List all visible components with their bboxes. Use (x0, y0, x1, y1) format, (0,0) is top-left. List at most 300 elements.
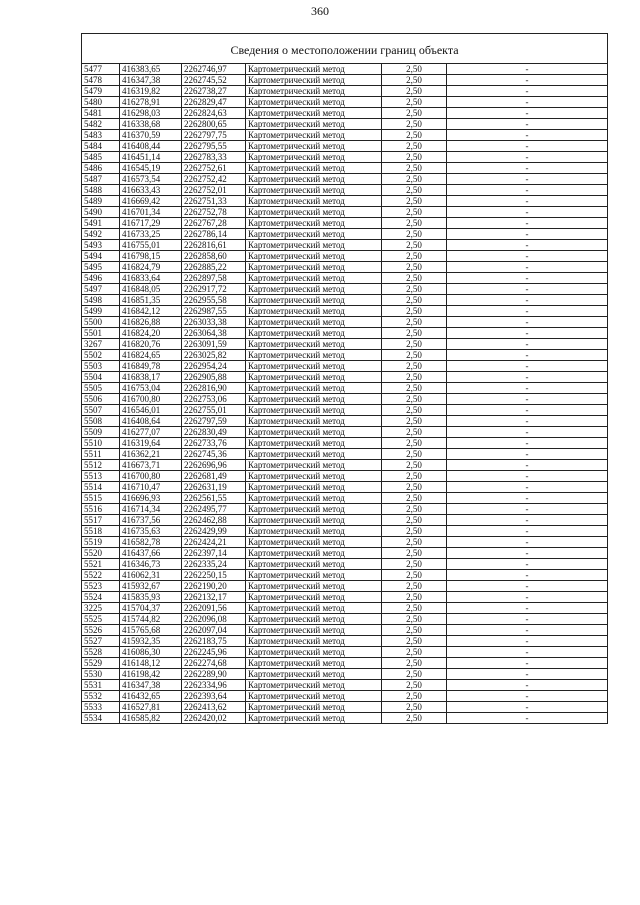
x-coordinate-cell: 416198,42 (120, 669, 182, 680)
description-cell: - (447, 504, 608, 515)
x-coordinate-cell: 416737,56 (120, 515, 182, 526)
x-coordinate-cell: 416733,25 (120, 229, 182, 240)
description-cell: - (447, 350, 608, 361)
point-number-cell: 5511 (82, 449, 120, 460)
table-row (82, 460, 608, 471)
accuracy-cell: 2,50 (382, 75, 447, 86)
accuracy-cell: 2,50 (382, 702, 447, 713)
y-coordinate-cell: 2262816,90 (182, 383, 246, 394)
method-cell: Картометрический метод (246, 119, 382, 130)
description-cell: - (447, 416, 608, 427)
table-row (82, 592, 608, 603)
accuracy-cell: 2,50 (382, 64, 447, 75)
y-coordinate-cell: 2262824,63 (182, 108, 246, 119)
accuracy-cell: 2,50 (382, 515, 447, 526)
accuracy-cell: 2,50 (382, 394, 447, 405)
boundary-coordinates-table (81, 33, 608, 724)
y-coordinate-cell: 2262767,28 (182, 218, 246, 229)
table-row (82, 75, 608, 86)
point-number-cell: 5507 (82, 405, 120, 416)
accuracy-cell: 2,50 (382, 174, 447, 185)
y-coordinate-cell: 2262335,24 (182, 559, 246, 570)
method-cell: Картометрический метод (246, 317, 382, 328)
y-coordinate-cell: 2262816,61 (182, 240, 246, 251)
method-cell: Картометрический метод (246, 570, 382, 581)
method-cell: Картометрический метод (246, 471, 382, 482)
method-cell: Картометрический метод (246, 581, 382, 592)
y-coordinate-cell: 2262752,61 (182, 163, 246, 174)
accuracy-cell: 2,50 (382, 284, 447, 295)
method-cell: Картометрический метод (246, 691, 382, 702)
point-number-cell: 5488 (82, 185, 120, 196)
description-cell: - (447, 372, 608, 383)
accuracy-cell: 2,50 (382, 570, 447, 581)
x-coordinate-cell: 416338,68 (120, 119, 182, 130)
method-cell: Картометрический метод (246, 361, 382, 372)
point-number-cell: 5491 (82, 218, 120, 229)
x-coordinate-cell: 416347,38 (120, 680, 182, 691)
table-row (82, 515, 608, 526)
x-coordinate-cell: 416277,07 (120, 427, 182, 438)
table-body (82, 34, 608, 724)
x-coordinate-cell: 416148,12 (120, 658, 182, 669)
description-cell: - (447, 438, 608, 449)
point-number-cell: 5518 (82, 526, 120, 537)
description-cell: - (447, 361, 608, 372)
method-cell: Картометрический метод (246, 416, 382, 427)
description-cell: - (447, 669, 608, 680)
point-number-cell: 5499 (82, 306, 120, 317)
y-coordinate-cell: 2262830,49 (182, 427, 246, 438)
description-cell: - (447, 559, 608, 570)
method-cell: Картометрический метод (246, 394, 382, 405)
accuracy-cell: 2,50 (382, 130, 447, 141)
method-cell: Картометрический метод (246, 207, 382, 218)
table-row (82, 273, 608, 284)
method-cell: Картометрический метод (246, 372, 382, 383)
accuracy-cell: 2,50 (382, 97, 447, 108)
method-cell: Картометрический метод (246, 251, 382, 262)
method-cell: Картометрический метод (246, 460, 382, 471)
y-coordinate-cell: 2262424,21 (182, 537, 246, 548)
method-cell: Картометрический метод (246, 141, 382, 152)
y-coordinate-cell: 2262885,22 (182, 262, 246, 273)
x-coordinate-cell: 416545,19 (120, 163, 182, 174)
table-row (82, 691, 608, 702)
table-row (82, 394, 608, 405)
y-coordinate-cell: 2262462,88 (182, 515, 246, 526)
point-number-cell: 5478 (82, 75, 120, 86)
method-cell: Картометрический метод (246, 603, 382, 614)
table-row (82, 471, 608, 482)
method-cell: Картометрический метод (246, 636, 382, 647)
description-cell: - (447, 482, 608, 493)
description-cell: - (447, 273, 608, 284)
description-cell: - (447, 130, 608, 141)
point-number-cell: 5508 (82, 416, 120, 427)
y-coordinate-cell: 2262733,76 (182, 438, 246, 449)
description-cell: - (447, 262, 608, 273)
x-coordinate-cell: 416362,21 (120, 449, 182, 460)
x-coordinate-cell: 416842,12 (120, 306, 182, 317)
method-cell: Картометрический метод (246, 515, 382, 526)
description-cell: - (447, 680, 608, 691)
table-title-row (82, 34, 608, 64)
point-number-cell: 3267 (82, 339, 120, 350)
description-cell: - (447, 383, 608, 394)
point-number-cell: 5514 (82, 482, 120, 493)
method-cell: Картометрический метод (246, 625, 382, 636)
accuracy-cell: 2,50 (382, 537, 447, 548)
point-number-cell: 5510 (82, 438, 120, 449)
point-number-cell: 5497 (82, 284, 120, 295)
x-coordinate-cell: 416848,05 (120, 284, 182, 295)
point-number-cell: 5506 (82, 394, 120, 405)
y-coordinate-cell: 2262289,90 (182, 669, 246, 680)
point-number-cell: 5501 (82, 328, 120, 339)
description-cell: - (447, 592, 608, 603)
x-coordinate-cell: 416633,43 (120, 185, 182, 196)
method-cell: Картометрический метод (246, 163, 382, 174)
y-coordinate-cell: 2262334,96 (182, 680, 246, 691)
description-cell: - (447, 207, 608, 218)
x-coordinate-cell: 416696,93 (120, 493, 182, 504)
accuracy-cell: 2,50 (382, 416, 447, 427)
accuracy-cell: 2,50 (382, 152, 447, 163)
x-coordinate-cell: 415744,82 (120, 614, 182, 625)
method-cell: Картометрический метод (246, 262, 382, 273)
description-cell: - (447, 581, 608, 592)
point-number-cell: 5496 (82, 273, 120, 284)
method-cell: Картометрический метод (246, 339, 382, 350)
x-coordinate-cell: 416573,54 (120, 174, 182, 185)
method-cell: Картометрический метод (246, 427, 382, 438)
y-coordinate-cell: 2262429,99 (182, 526, 246, 537)
description-cell: - (447, 339, 608, 350)
method-cell: Картометрический метод (246, 196, 382, 207)
x-coordinate-cell: 416833,64 (120, 273, 182, 284)
table-row (82, 152, 608, 163)
table-row (82, 482, 608, 493)
table-row (82, 240, 608, 251)
y-coordinate-cell: 2262495,77 (182, 504, 246, 515)
y-coordinate-cell: 2262681,49 (182, 471, 246, 482)
point-number-cell: 5526 (82, 625, 120, 636)
y-coordinate-cell: 2262274,68 (182, 658, 246, 669)
x-coordinate-cell: 416278,91 (120, 97, 182, 108)
description-cell: - (447, 658, 608, 669)
accuracy-cell: 2,50 (382, 119, 447, 130)
accuracy-cell: 2,50 (382, 163, 447, 174)
x-coordinate-cell: 416717,29 (120, 218, 182, 229)
y-coordinate-cell: 2262183,75 (182, 636, 246, 647)
table-row (82, 438, 608, 449)
accuracy-cell: 2,50 (382, 108, 447, 119)
method-cell: Картометрический метод (246, 240, 382, 251)
x-coordinate-cell: 416714,34 (120, 504, 182, 515)
accuracy-cell: 2,50 (382, 449, 447, 460)
x-coordinate-cell: 416383,65 (120, 64, 182, 75)
description-cell: - (447, 75, 608, 86)
table-row (82, 625, 608, 636)
description-cell: - (447, 537, 608, 548)
x-coordinate-cell: 416437,66 (120, 548, 182, 559)
point-number-cell: 5486 (82, 163, 120, 174)
accuracy-cell: 2,50 (382, 251, 447, 262)
accuracy-cell: 2,50 (382, 625, 447, 636)
table-row (82, 383, 608, 394)
accuracy-cell: 2,50 (382, 504, 447, 515)
point-number-cell: 5521 (82, 559, 120, 570)
table-row (82, 647, 608, 658)
accuracy-cell: 2,50 (382, 405, 447, 416)
table-row (82, 449, 608, 460)
y-coordinate-cell: 2262397,14 (182, 548, 246, 559)
y-coordinate-cell: 2262413,62 (182, 702, 246, 713)
x-coordinate-cell: 415704,37 (120, 603, 182, 614)
method-cell: Картометрический метод (246, 702, 382, 713)
description-cell: - (447, 702, 608, 713)
accuracy-cell: 2,50 (382, 592, 447, 603)
x-coordinate-cell: 416700,80 (120, 394, 182, 405)
y-coordinate-cell: 2262786,14 (182, 229, 246, 240)
x-coordinate-cell: 416824,65 (120, 350, 182, 361)
method-cell: Картометрический метод (246, 713, 382, 724)
y-coordinate-cell: 2262738,27 (182, 86, 246, 97)
x-coordinate-cell: 416319,64 (120, 438, 182, 449)
table-row (82, 207, 608, 218)
description-cell: - (447, 174, 608, 185)
y-coordinate-cell: 2262752,01 (182, 185, 246, 196)
table-row (82, 185, 608, 196)
description-cell: - (447, 471, 608, 482)
point-number-cell: 5523 (82, 581, 120, 592)
description-cell: - (447, 636, 608, 647)
table-row (82, 416, 608, 427)
method-cell: Картометрический метод (246, 592, 382, 603)
description-cell: - (447, 218, 608, 229)
y-coordinate-cell: 2262746,97 (182, 64, 246, 75)
point-number-cell: 5513 (82, 471, 120, 482)
y-coordinate-cell: 2262783,33 (182, 152, 246, 163)
method-cell: Картометрический метод (246, 482, 382, 493)
description-cell: - (447, 251, 608, 262)
point-number-cell: 5525 (82, 614, 120, 625)
point-number-cell: 5480 (82, 97, 120, 108)
method-cell: Картометрический метод (246, 548, 382, 559)
method-cell: Картометрический метод (246, 658, 382, 669)
accuracy-cell: 2,50 (382, 603, 447, 614)
y-coordinate-cell: 2262797,75 (182, 130, 246, 141)
x-coordinate-cell: 416820,76 (120, 339, 182, 350)
description-cell: - (447, 108, 608, 119)
method-cell: Картометрический метод (246, 504, 382, 515)
y-coordinate-cell: 2262190,20 (182, 581, 246, 592)
description-cell: - (447, 240, 608, 251)
description-cell: - (447, 97, 608, 108)
table-row (82, 372, 608, 383)
table-row (82, 284, 608, 295)
x-coordinate-cell: 416319,82 (120, 86, 182, 97)
table-row (82, 163, 608, 174)
y-coordinate-cell: 2262752,42 (182, 174, 246, 185)
method-cell: Картометрический метод (246, 97, 382, 108)
point-number-cell: 5503 (82, 361, 120, 372)
accuracy-cell: 2,50 (382, 526, 447, 537)
method-cell: Картометрический метод (246, 680, 382, 691)
description-cell: - (447, 306, 608, 317)
table-row (82, 64, 608, 75)
table-row (82, 603, 608, 614)
accuracy-cell: 2,50 (382, 680, 447, 691)
y-coordinate-cell: 2262987,55 (182, 306, 246, 317)
x-coordinate-cell: 416451,14 (120, 152, 182, 163)
y-coordinate-cell: 2262797,59 (182, 416, 246, 427)
table-row (82, 614, 608, 625)
table-row (82, 119, 608, 130)
table-row (82, 669, 608, 680)
x-coordinate-cell: 416585,82 (120, 713, 182, 724)
x-coordinate-cell: 416838,17 (120, 372, 182, 383)
x-coordinate-cell: 415765,68 (120, 625, 182, 636)
description-cell: - (447, 460, 608, 471)
description-cell: - (447, 152, 608, 163)
point-number-cell: 5489 (82, 196, 120, 207)
accuracy-cell: 2,50 (382, 273, 447, 284)
y-coordinate-cell: 2262393,64 (182, 691, 246, 702)
table-row (82, 658, 608, 669)
point-number-cell: 5482 (82, 119, 120, 130)
method-cell: Картометрический метод (246, 405, 382, 416)
description-cell: - (447, 548, 608, 559)
x-coordinate-cell: 415932,67 (120, 581, 182, 592)
accuracy-cell: 2,50 (382, 438, 447, 449)
accuracy-cell: 2,50 (382, 614, 447, 625)
y-coordinate-cell: 2262753,06 (182, 394, 246, 405)
x-coordinate-cell: 416370,59 (120, 130, 182, 141)
table-row (82, 559, 608, 570)
table-row (82, 548, 608, 559)
table-row (82, 262, 608, 273)
point-number-cell: 5529 (82, 658, 120, 669)
description-cell: - (447, 603, 608, 614)
point-number-cell: 5477 (82, 64, 120, 75)
method-cell: Картометрический метод (246, 108, 382, 119)
point-number-cell: 5504 (82, 372, 120, 383)
point-number-cell: 5519 (82, 537, 120, 548)
description-cell: - (447, 570, 608, 581)
description-cell: - (447, 625, 608, 636)
y-coordinate-cell: 2262829,47 (182, 97, 246, 108)
accuracy-cell: 2,50 (382, 669, 447, 680)
accuracy-cell: 2,50 (382, 339, 447, 350)
page-number: 360 (311, 4, 329, 18)
x-coordinate-cell: 416735,63 (120, 526, 182, 537)
table-row (82, 570, 608, 581)
method-cell: Картометрический метод (246, 284, 382, 295)
description-cell: - (447, 526, 608, 537)
method-cell: Картометрический метод (246, 218, 382, 229)
point-number-cell: 5500 (82, 317, 120, 328)
y-coordinate-cell: 2262420,02 (182, 713, 246, 724)
y-coordinate-cell: 2262858,60 (182, 251, 246, 262)
accuracy-cell: 2,50 (382, 548, 447, 559)
point-number-cell: 5484 (82, 141, 120, 152)
description-cell: - (447, 614, 608, 625)
accuracy-cell: 2,50 (382, 361, 447, 372)
table-row (82, 130, 608, 141)
x-coordinate-cell: 416851,35 (120, 295, 182, 306)
point-number-cell: 5515 (82, 493, 120, 504)
x-coordinate-cell: 416753,04 (120, 383, 182, 394)
accuracy-cell: 2,50 (382, 460, 447, 471)
x-coordinate-cell: 416546,01 (120, 405, 182, 416)
y-coordinate-cell: 2262755,01 (182, 405, 246, 416)
table-row (82, 108, 608, 119)
x-coordinate-cell: 416347,38 (120, 75, 182, 86)
method-cell: Картометрический метод (246, 647, 382, 658)
x-coordinate-cell: 415835,93 (120, 592, 182, 603)
y-coordinate-cell: 2262795,55 (182, 141, 246, 152)
x-coordinate-cell: 416824,20 (120, 328, 182, 339)
method-cell: Картометрический метод (246, 174, 382, 185)
method-cell: Картометрический метод (246, 229, 382, 240)
method-cell: Картометрический метод (246, 383, 382, 394)
x-coordinate-cell: 416824,79 (120, 262, 182, 273)
point-number-cell: 5485 (82, 152, 120, 163)
description-cell: - (447, 427, 608, 438)
y-coordinate-cell: 2262954,24 (182, 361, 246, 372)
description-cell: - (447, 229, 608, 240)
method-cell: Картометрический метод (246, 438, 382, 449)
accuracy-cell: 2,50 (382, 350, 447, 361)
accuracy-cell: 2,50 (382, 218, 447, 229)
accuracy-cell: 2,50 (382, 207, 447, 218)
y-coordinate-cell: 2262955,58 (182, 295, 246, 306)
x-coordinate-cell: 416669,42 (120, 196, 182, 207)
description-cell: - (447, 141, 608, 152)
table-row (82, 174, 608, 185)
y-coordinate-cell: 2262561,55 (182, 493, 246, 504)
method-cell: Картометрический метод (246, 614, 382, 625)
accuracy-cell: 2,50 (382, 559, 447, 570)
point-number-cell: 5522 (82, 570, 120, 581)
point-number-cell: 5487 (82, 174, 120, 185)
y-coordinate-cell: 2262800,65 (182, 119, 246, 130)
method-cell: Картометрический метод (246, 493, 382, 504)
y-coordinate-cell: 2262745,52 (182, 75, 246, 86)
point-number-cell: 5492 (82, 229, 120, 240)
accuracy-cell: 2,50 (382, 185, 447, 196)
method-cell: Картометрический метод (246, 669, 382, 680)
point-number-cell: 5533 (82, 702, 120, 713)
method-cell: Картометрический метод (246, 559, 382, 570)
point-number-cell: 5528 (82, 647, 120, 658)
point-number-cell: 5512 (82, 460, 120, 471)
description-cell: - (447, 185, 608, 196)
point-number-cell: 5532 (82, 691, 120, 702)
description-cell: - (447, 691, 608, 702)
x-coordinate-cell: 416673,71 (120, 460, 182, 471)
x-coordinate-cell: 416582,78 (120, 537, 182, 548)
method-cell: Картометрический метод (246, 449, 382, 460)
accuracy-cell: 2,50 (382, 383, 447, 394)
x-coordinate-cell: 416701,34 (120, 207, 182, 218)
y-coordinate-cell: 2262132,17 (182, 592, 246, 603)
table-row (82, 141, 608, 152)
accuracy-cell: 2,50 (382, 493, 447, 504)
description-cell: - (447, 163, 608, 174)
